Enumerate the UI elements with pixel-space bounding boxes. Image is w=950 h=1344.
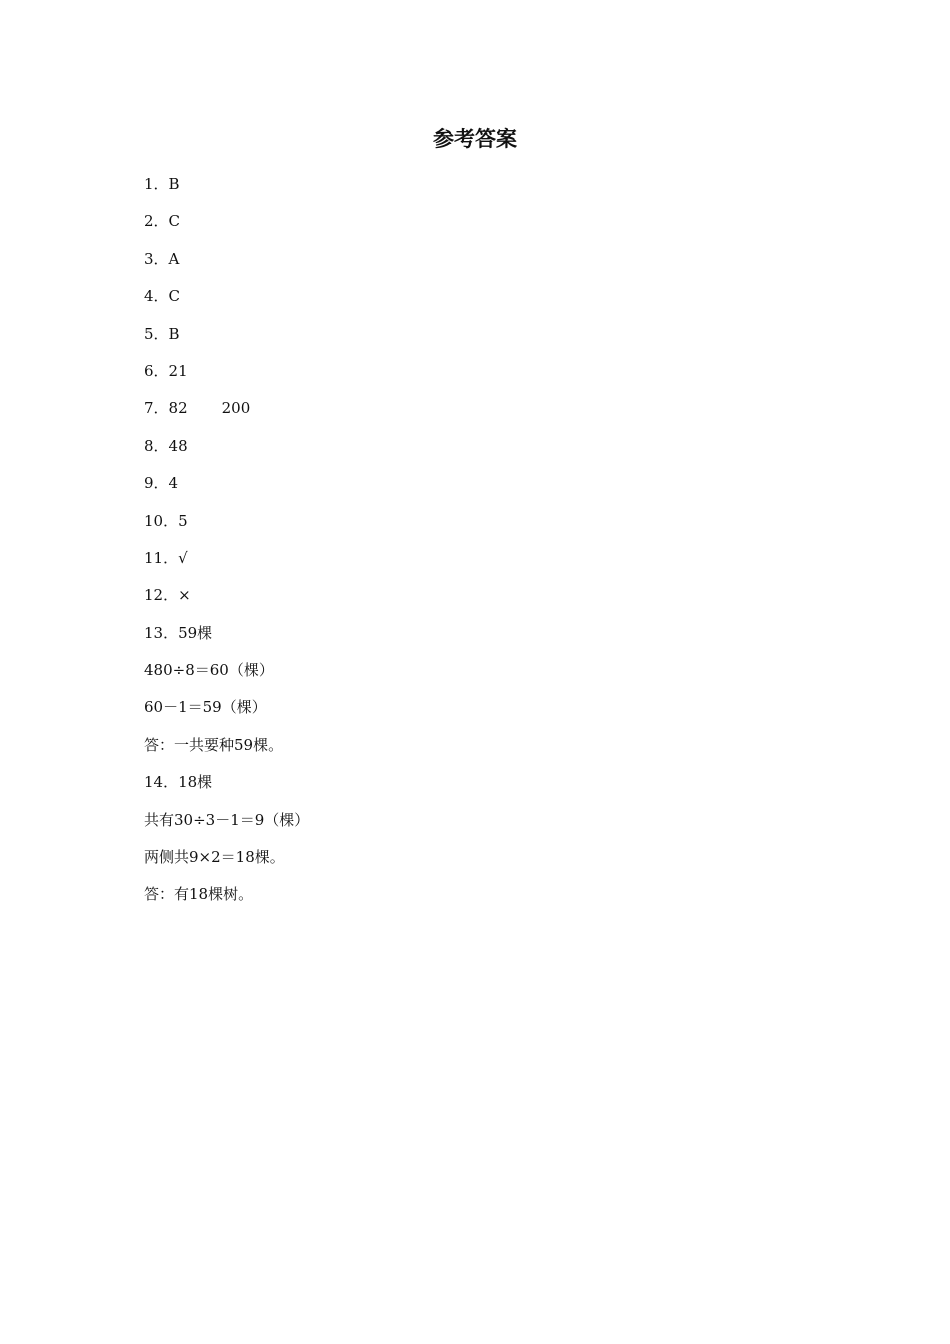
solution-line (144, 733, 844, 770)
answer-item (144, 209, 844, 246)
answer-number: 10． (144, 511, 179, 530)
solution-text: 60－1＝59（棵） (144, 698, 267, 717)
answer-text: C (168, 287, 181, 306)
solution-text: 答：一共要种59棵。 (144, 735, 284, 754)
answer-number: 4． (144, 287, 169, 306)
answer-text: 5 (178, 511, 188, 530)
answer-item (144, 359, 844, 396)
answer-text: × (178, 586, 191, 605)
answer-number: 5． (144, 324, 169, 343)
answer-text: 21 (168, 361, 188, 380)
answer-item (144, 509, 844, 546)
answer-item (144, 322, 844, 359)
answer-item (144, 546, 844, 583)
answer-list (144, 172, 844, 920)
answer-text: A (168, 249, 180, 268)
answer-number: 9． (144, 474, 169, 493)
solution-text: 答：有18棵树。 (144, 885, 254, 904)
solution-line (144, 845, 844, 882)
answer-text: B (168, 175, 180, 193)
solution-text: 共有30÷3－1＝9（棵） (144, 810, 310, 829)
answer-number: 8． (144, 436, 169, 455)
answer-number: 3． (144, 249, 169, 268)
solution-text: 480÷8＝60（棵） (144, 661, 274, 680)
answer-item (144, 621, 844, 658)
answer-item (144, 583, 844, 620)
answer-item (144, 434, 844, 471)
answer-number: 12． (144, 586, 179, 605)
solution-line (144, 658, 844, 695)
answer-text: 48 (168, 436, 188, 455)
answer-number: 7． (144, 399, 169, 418)
answer-text-second: 200 (221, 399, 251, 418)
answer-item (144, 247, 844, 284)
answer-item (144, 770, 844, 807)
answer-text: 82 (168, 399, 188, 418)
answer-number: 13． (144, 623, 179, 642)
answer-text: √ (178, 548, 188, 567)
answer-number: 2． (144, 212, 169, 231)
answer-number: 6． (144, 361, 169, 380)
solution-line (144, 882, 844, 919)
answer-text: B (168, 324, 180, 343)
answer-number: 14． (144, 773, 179, 792)
solution-line (144, 695, 844, 732)
answer-text: 4 (168, 474, 179, 493)
answer-item (144, 284, 844, 321)
solution-line (144, 808, 844, 845)
answer-number: 11． (144, 548, 179, 567)
answer-text: C (168, 212, 181, 231)
answer-item (144, 471, 844, 508)
answer-number: 1． (144, 175, 169, 193)
answer-text: 18棵 (178, 773, 213, 792)
answer-text: 59棵 (178, 623, 213, 642)
solution-text: 两侧共9×2＝18棵。 (144, 848, 285, 867)
answer-item (144, 396, 844, 433)
answer-item (144, 172, 844, 209)
page-title: 参考答案 (433, 127, 517, 151)
